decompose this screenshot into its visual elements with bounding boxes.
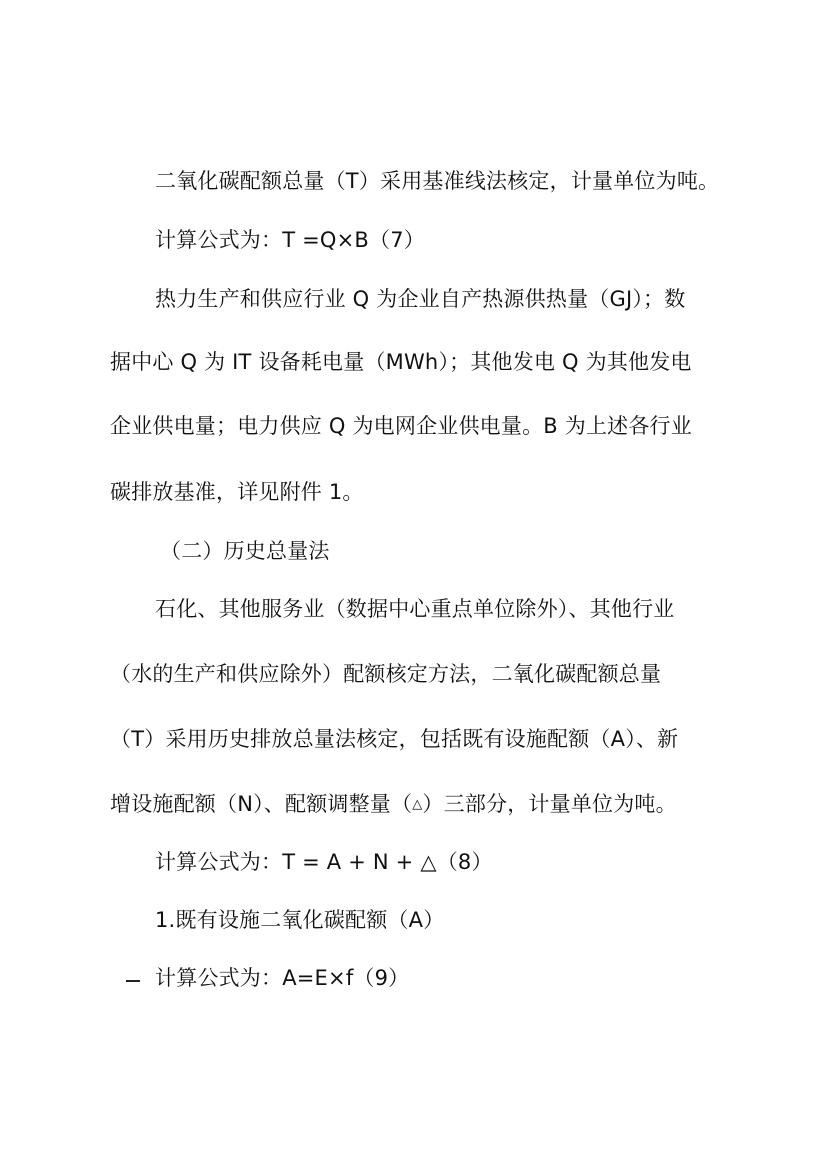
delta-symbol: △ bbox=[412, 797, 423, 812]
paragraph-historical-line2: （水的生产和供应除外）配额核定方法，二氧化碳配额总量 bbox=[110, 662, 662, 686]
paragraph-historical-line4 bbox=[110, 790, 677, 819]
paragraph-baseline-total: 二氧化碳配额总量（T）采用基准线法核定，计量单位为吨。 bbox=[155, 169, 720, 193]
section-heading-historical-total: （二）历史总量法 bbox=[160, 539, 330, 563]
paragraph-historical-line1: 石化、其他服务业（数据中心重点单位除外）、其他行业 bbox=[155, 597, 675, 621]
formula-9: 计算公式为：A=E×f（9） bbox=[155, 966, 410, 990]
margin-dash-mark bbox=[126, 980, 140, 982]
subsection-heading-existing-facilities: 1.既有设施二氧化碳配额（A） bbox=[155, 908, 445, 932]
paragraph-historical-line4-part1: 增设施配额（N）、配额调整量（ bbox=[110, 792, 413, 816]
formula-7: 计算公式为：T =Q×B（7） bbox=[155, 228, 425, 252]
paragraph-historical-line4-part2: ）三部分，计量单位为吨。 bbox=[422, 792, 677, 816]
paragraph-historical-line3: （T）采用历史排放总量法核定，包括既有设施配额（A）、新 bbox=[110, 727, 679, 751]
paragraph-q-definition-line2: 据中心 Q 为 IT 设备耗电量（MWh）；其他发电 Q 为其他发电 bbox=[110, 350, 692, 374]
paragraph-q-definition-line3: 企业供电量；电力供应 Q 为电网企业供电量。B 为上述各行业 bbox=[110, 414, 692, 438]
formula-8: 计算公式为：T = A + N + △（8） bbox=[155, 850, 493, 874]
paragraph-q-definition-line1: 热力生产和供应行业 Q 为企业自产热源供热量（GJ）；数 bbox=[155, 287, 686, 311]
paragraph-q-definition-line4: 碳排放基准，详见附件 1。 bbox=[110, 480, 364, 504]
